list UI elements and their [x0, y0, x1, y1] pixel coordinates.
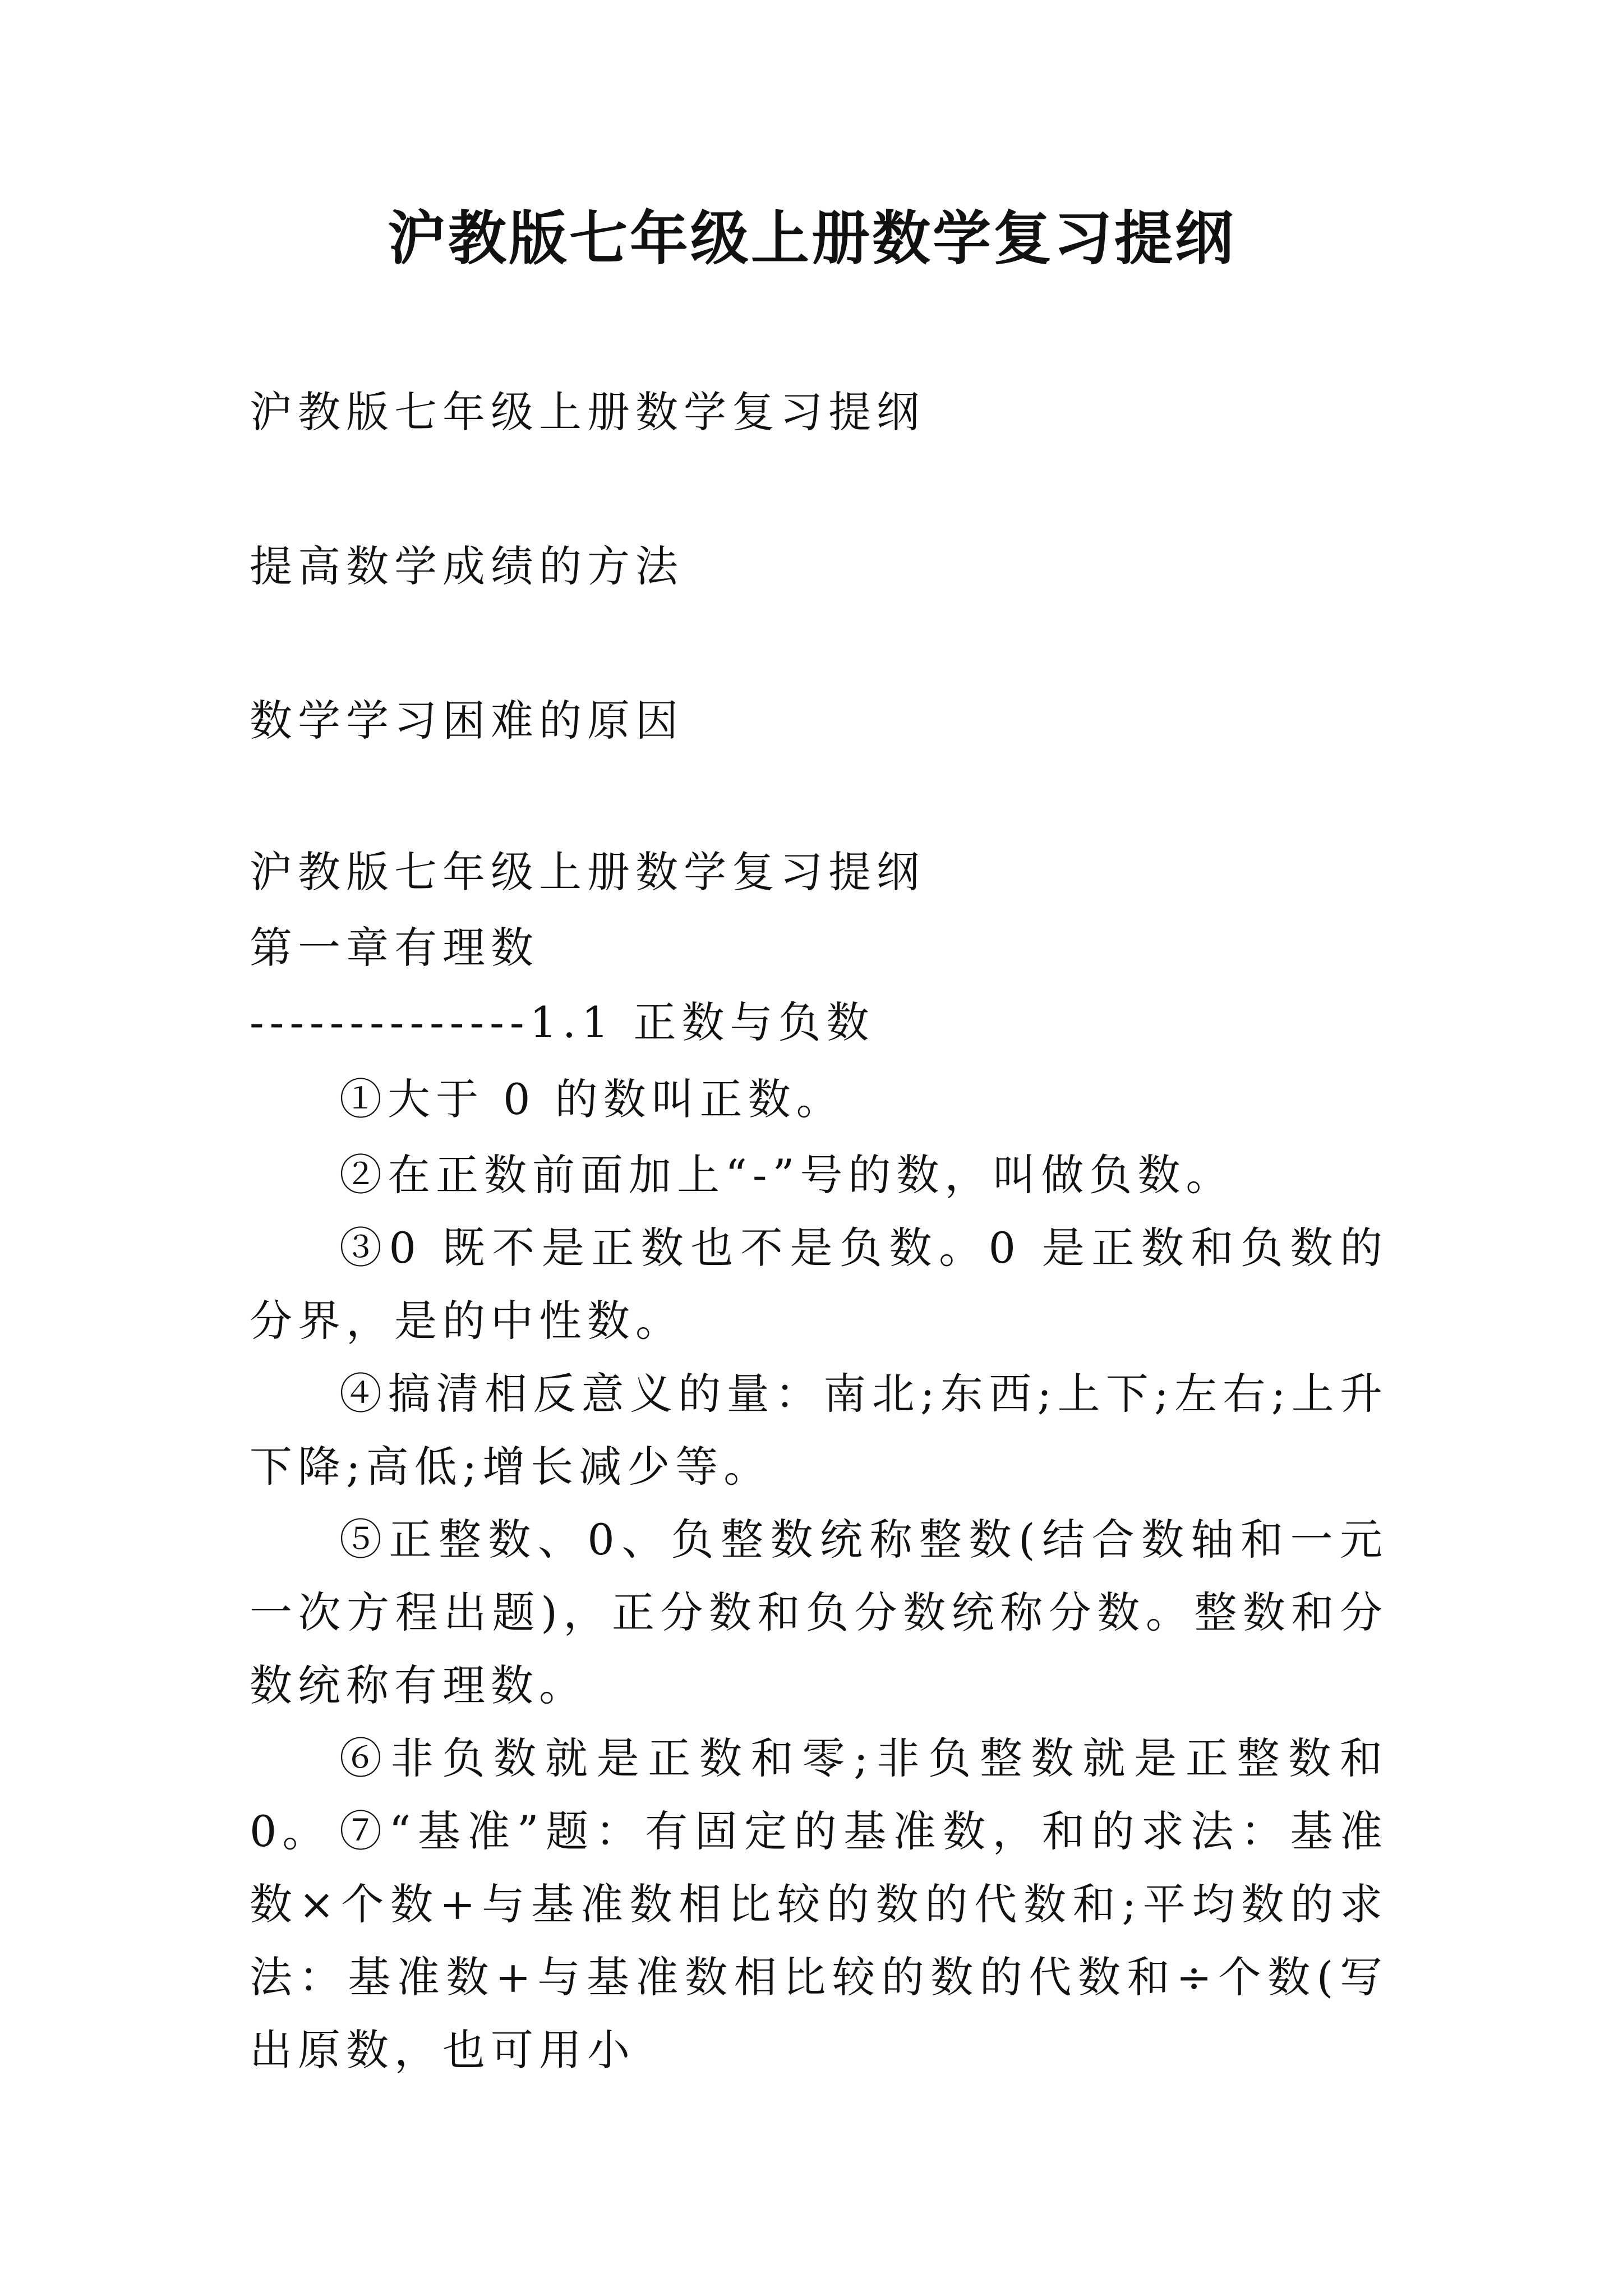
paragraph-7: ⑦“基准”题：有固定的基准数，和的求法：基准数×个数+与基准数相比较的数的代数和;平均数的求法：基准数+与基准数相比较的数的代数和÷个数(写出原数，也可用小: [250, 1806, 1388, 2075]
paragraph-3: ③0 既不是正数也不是负数。0 是正数和负数的分界，是的中性数。: [250, 1223, 1388, 1346]
intro-line-outline-title: 沪教版七年级上册数学复习提纲: [250, 847, 925, 897]
paragraph-4: ④搞清相反意义的量：南北;东西;上下;左右;上升下降;高低;增长减少等。: [250, 1369, 1388, 1492]
paragraph-1: ①大于 0 的数叫正数。: [339, 1074, 845, 1124]
paragraph-2: ②在正数前面加上“-”号的数，叫做负数。: [339, 1150, 1234, 1200]
chapter-heading: 第一章有理数: [250, 923, 539, 973]
section-heading: --------------1.1 正数与负数: [250, 997, 875, 1047]
intro-line-series-title: 沪教版七年级上册数学复习提纲: [250, 387, 925, 437]
paragraph-6: ⑥非负数就是正数和零;非负整数就是正整数和 0。: [250, 1733, 1388, 1856]
paragraph-5: ⑤正整数、0、负整数统称整数(结合数轴和一元一次方程出题)，正分数和负分数统称分数。整数和分数统称有理数。: [250, 1515, 1388, 1710]
document-title: 沪教版七年级上册数学复习提纲: [387, 204, 1235, 273]
intro-line-learning-difficulties: 数学学习困难的原因: [250, 696, 684, 746]
intro-line-improve-methods: 提高数学成绩的方法: [250, 541, 684, 591]
